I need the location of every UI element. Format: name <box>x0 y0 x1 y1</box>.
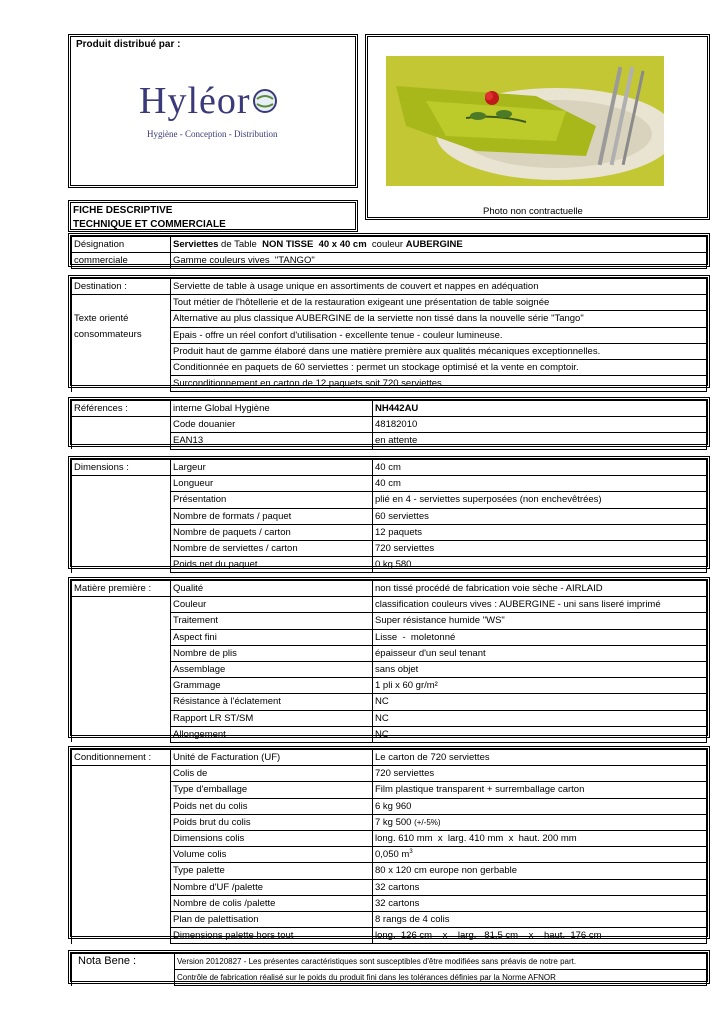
empty-cell <box>72 540 171 556</box>
cond-value: 32 cartons <box>373 879 707 895</box>
empty-cell <box>72 814 171 830</box>
empty-cell <box>72 726 171 742</box>
cond-key: Dimensions colis <box>171 830 373 846</box>
nota-section <box>68 950 710 984</box>
dim-value: plié en 4 - serviettes superposées (non enchevêtrées) <box>373 492 707 508</box>
cond-value: Le carton de 720 serviettes <box>373 750 707 766</box>
mat-key: Assemblage <box>171 661 373 677</box>
nota-line-2: Contrôle de fabrication réalisé sur le poids du produit fini dans les tolérances définies par la Norme AFNOR <box>175 970 707 986</box>
empty-cell <box>72 476 171 492</box>
cond-value: 80 x 120 cm europe non gerbable <box>373 863 707 879</box>
empty-cell <box>72 928 171 944</box>
dimensions-label: Dimensions : <box>72 460 171 476</box>
cond-key: Volume colis <box>171 847 373 863</box>
dim-key: Nombre de serviettes / carton <box>171 540 373 556</box>
cond-value: long. 610 mm x larg. 410 mm x haut. 200 mm <box>373 830 707 846</box>
empty-cell <box>72 376 171 392</box>
empty-cell <box>72 766 171 782</box>
dim-key: Nombre de formats / paquet <box>171 508 373 524</box>
conditionnement-label: Conditionnement : <box>72 750 171 766</box>
designation-bold-2: NON TISSE 40 x 40 cm <box>262 239 367 250</box>
empty-cell <box>72 645 171 661</box>
dim-key: Présentation <box>171 492 373 508</box>
cond-value: 720 serviettes <box>373 766 707 782</box>
cond-value <box>373 847 707 863</box>
cond-key: Nombre de colis /palette <box>171 895 373 911</box>
dim-key: Nombre de paquets / carton <box>171 524 373 540</box>
empty-cell <box>72 524 171 540</box>
volume-exponent: 3 <box>409 848 413 855</box>
cond-key: Poids net du colis <box>171 798 373 814</box>
empty-cell <box>72 847 171 863</box>
empty-cell <box>72 508 171 524</box>
dim-key: Largeur <box>171 460 373 476</box>
designation-bold-1: Serviettes <box>173 239 219 250</box>
empty-cell <box>72 433 171 449</box>
dim-key: Longueur <box>171 476 373 492</box>
dim-value: 40 cm <box>373 460 707 476</box>
cond-key: Nombre d'UF /palette <box>171 879 373 895</box>
empty-cell <box>72 895 171 911</box>
dim-value: 40 cm <box>373 476 707 492</box>
mat-value: Lisse - moletonné <box>373 629 707 645</box>
mat-key: Aspect fini <box>171 629 373 645</box>
mat-key: Couleur <box>171 597 373 613</box>
designation-text-2: couleur <box>366 239 406 250</box>
empty-cell <box>72 359 171 375</box>
designation-label-1: Désignation <box>72 237 171 253</box>
poids-brut-value: 7 kg 500 <box>375 816 412 828</box>
destination-line-4: Epais - offre un réel confort d'utilisation - excellente tenue - couleur lumineuse. <box>171 327 707 343</box>
references-section <box>68 397 710 447</box>
destination-line-2: Tout métier de l'hôtellerie et de la restauration exigeant une présentation de table soignée <box>171 295 707 311</box>
designation-bold-3: AUBERGINE <box>405 239 463 250</box>
ref-value: en attente <box>373 433 707 449</box>
photo-box <box>365 34 710 220</box>
designation-section <box>68 233 710 267</box>
dim-key: Poids net du paquet <box>171 557 373 573</box>
destination-line-3: Alternative au plus classique AUBERGINE de la serviette non tissé dans la nouvelle série "Tango" <box>171 311 707 327</box>
consommateurs-label: consommateurs <box>72 327 171 343</box>
cond-key: Poids brut du colis <box>171 814 373 830</box>
mat-key: Résistance à l'éclatement <box>171 694 373 710</box>
mat-value: épaisseur d'un seul tenant <box>373 645 707 661</box>
empty-cell <box>72 798 171 814</box>
designation-label-2: commerciale <box>72 253 171 269</box>
table-setting-image <box>386 56 664 186</box>
cond-value: Film plastique transparent + surremballage carton <box>373 782 707 798</box>
empty-cell <box>72 557 171 573</box>
matiere-label: Matière première : <box>72 581 171 597</box>
cond-key: Dimensions palette hors tout <box>171 928 373 944</box>
empty-cell <box>72 295 171 311</box>
company-logo <box>139 79 309 149</box>
tolerance-note: (+/-5%) <box>414 817 441 827</box>
logo-text: Hyléor <box>139 80 251 122</box>
references-label: Références : <box>72 401 171 417</box>
destination-line-1: Serviette de table à usage unique en assortiments de couvert et nappes en adéquation <box>171 279 707 295</box>
empty-cell <box>72 629 171 645</box>
empty-cell <box>72 879 171 895</box>
mat-key: Allongement <box>171 726 373 742</box>
volume-value: 0,050 m <box>375 849 410 861</box>
nota-line-1: Version 20120827 - Les présentes caractéristiques sont susceptibles d'être modifiées sans préavis de notre part. <box>175 954 707 970</box>
cond-value <box>373 814 707 830</box>
empty-cell <box>72 863 171 879</box>
empty-cell <box>72 613 171 629</box>
matiere-section <box>68 577 710 738</box>
empty-cell <box>72 597 171 613</box>
cond-key: Type d'emballage <box>171 782 373 798</box>
cond-value: 8 rangs de 4 colis <box>373 911 707 927</box>
cond-value: 32 cartons <box>373 895 707 911</box>
fiche-title-line2: TECHNIQUE ET COMMERCIALE <box>73 219 226 230</box>
dim-value: 12 paquets <box>373 524 707 540</box>
empty-cell <box>72 782 171 798</box>
mat-value: 1 pli x 60 gr/m² <box>373 678 707 694</box>
destination-line-5: Produit haut de gamme élaboré dans une matière première aux qualités mécaniques exceptionnelles. <box>171 343 707 359</box>
mat-value: NC <box>373 694 707 710</box>
ref-key: EAN13 <box>171 433 373 449</box>
cond-key: Type palette <box>171 863 373 879</box>
conditionnement-section <box>68 746 710 942</box>
destination-line-7: Surconditionnement en carton de 12 paquets soit 720 serviettes <box>171 376 707 392</box>
ref-value: 48182010 <box>373 417 707 433</box>
photo-caption: Photo non contractuelle <box>483 206 583 217</box>
cond-key: Plan de palettisation <box>171 911 373 927</box>
cond-key: Colis de <box>171 766 373 782</box>
designation-text-1: de Table <box>218 239 263 250</box>
mat-key: Traitement <box>171 613 373 629</box>
mat-key: Qualité <box>171 581 373 597</box>
mat-key: Grammage <box>171 678 373 694</box>
empty-cell <box>72 830 171 846</box>
designation-value-2: Gamme couleurs vives "TANGO" <box>171 253 707 269</box>
dimensions-section <box>68 456 710 569</box>
fiche-header <box>68 200 358 232</box>
destination-section <box>68 275 710 388</box>
designation-value-1 <box>171 237 707 253</box>
cond-key: Unité de Facturation (UF) <box>171 750 373 766</box>
nota-label: Nota Bene : <box>72 954 175 986</box>
distributor-title: Produit distribué par : <box>76 39 181 50</box>
empty-cell <box>72 492 171 508</box>
dim-value: 60 serviettes <box>373 508 707 524</box>
empty-cell <box>72 417 171 433</box>
mat-value: NC <box>373 710 707 726</box>
ref-value: NH442AU <box>373 401 707 417</box>
cond-value: 6 kg 960 <box>373 798 707 814</box>
mat-key: Nombre de plis <box>171 645 373 661</box>
fiche-title-line1: FICHE DESCRIPTIVE <box>73 205 173 216</box>
dim-value: 0 kg 580 <box>373 557 707 573</box>
product-photo <box>386 56 664 186</box>
mat-value: non tissé procédé de fabrication voie sèche - AIRLAID <box>373 581 707 597</box>
logo-tagline: Hygiène - Conception - Distribution <box>147 129 278 139</box>
destination-label: Destination : <box>72 279 171 295</box>
mat-key: Rapport LR ST/SM <box>171 710 373 726</box>
ref-key: Code douanier <box>171 417 373 433</box>
empty-cell <box>72 343 171 359</box>
empty-cell <box>72 911 171 927</box>
empty-cell <box>72 661 171 677</box>
mat-value: NC <box>373 726 707 742</box>
empty-cell <box>72 710 171 726</box>
empty-cell <box>72 678 171 694</box>
mat-value: classification couleurs vives : AUBERGINE - uni sans liseré imprimé <box>373 597 707 613</box>
empty-cell <box>72 694 171 710</box>
ref-key: interne Global Hygiène <box>171 401 373 417</box>
destination-line-6: Conditionnée en paquets de 60 serviettes : permet un stockage optimisé et la vente en comptoir. <box>171 359 707 375</box>
dim-value: 720 serviettes <box>373 540 707 556</box>
mat-value: Super résistance humide "WS" <box>373 613 707 629</box>
logo-globe-icon <box>251 87 279 115</box>
texte-oriente-label: Texte orienté <box>72 311 171 327</box>
mat-value: sans objet <box>373 661 707 677</box>
cond-value: long. 126 cm x larg. 81,5 cm x haut. 176 cm <box>373 928 707 944</box>
distributor-box <box>68 34 358 188</box>
